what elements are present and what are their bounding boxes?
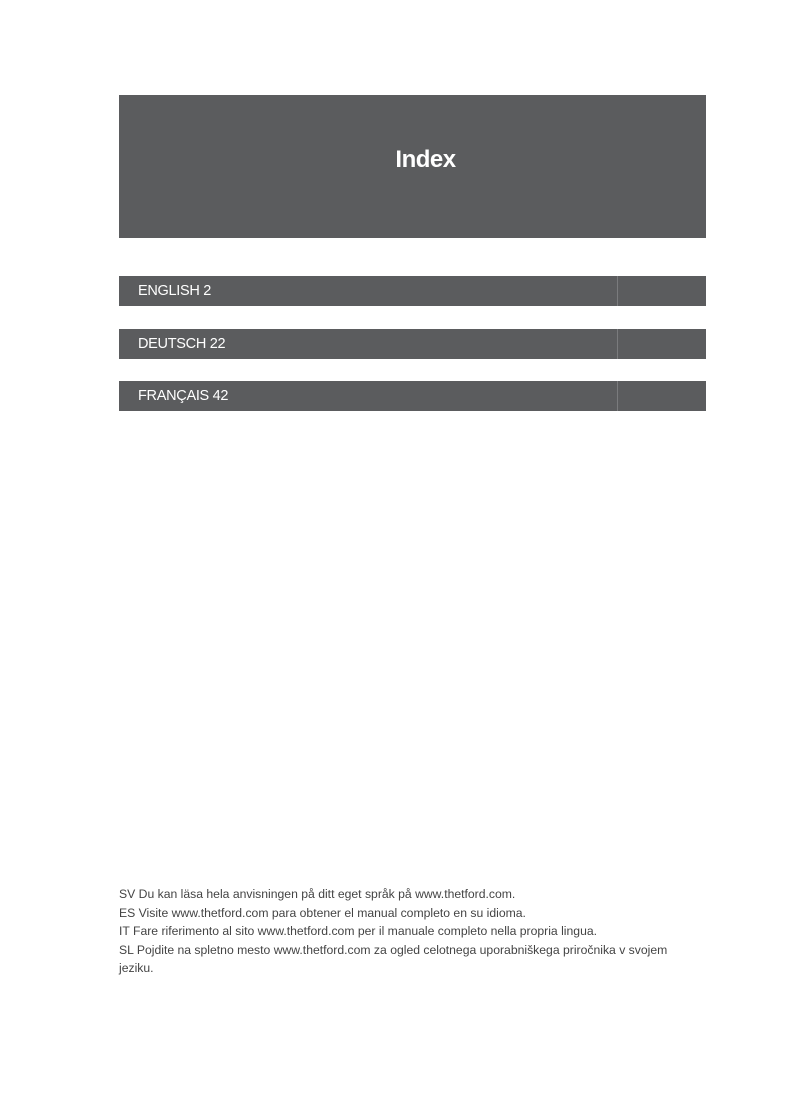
index-entry-label: FRANÇAIS 42 <box>138 388 229 404</box>
index-entry-english[interactable] <box>119 276 706 306</box>
note-line-sl: SL Pojdite na spletno mesto www.thetford.com za ogled celotnega uporabniškega priročnika v svojem jeziku. <box>119 942 668 975</box>
page-title: Index <box>395 146 456 173</box>
note-line-sv: SV Du kan läsa hela anvisningen på ditt eget språk på www.thetford.com. <box>119 887 516 901</box>
index-entry-francais[interactable] <box>119 381 706 411</box>
title-wrapper <box>119 0 706 238</box>
note-line-it: IT Fare riferimento al sito www.thetford.com per il manuale completo nella propria lingua. <box>119 924 598 938</box>
index-entry-divider <box>617 381 618 411</box>
index-entry-divider <box>617 276 618 306</box>
index-entry-divider <box>617 329 618 359</box>
language-notes <box>119 885 699 978</box>
note-line-es: ES Visite www.thetford.com para obtener el manual completo en su idioma. <box>119 905 526 920</box>
index-entry-label: ENGLISH 2 <box>138 283 212 299</box>
index-entry-label: DEUTSCH 22 <box>138 336 226 352</box>
index-entry-deutsch[interactable] <box>119 329 706 359</box>
